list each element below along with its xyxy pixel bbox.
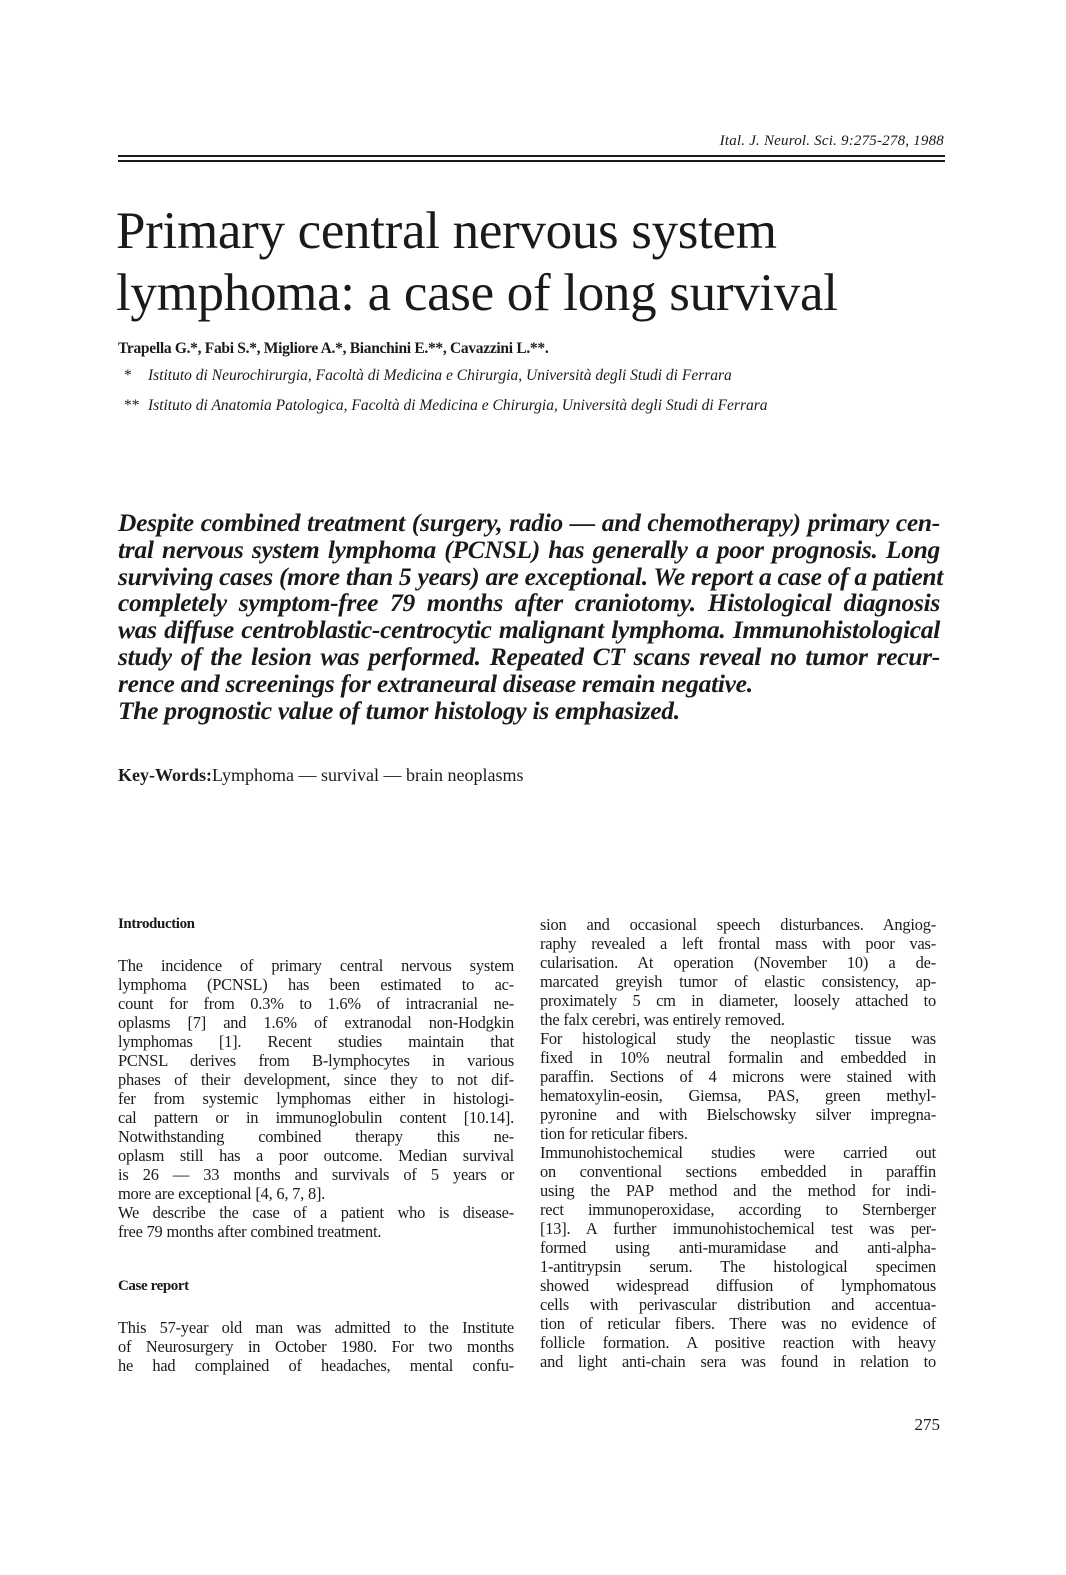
body-line: free 79 months after combined treatment. <box>118 1222 382 1241</box>
page-number: 275 <box>914 1415 940 1434</box>
abstract <box>118 508 944 725</box>
affiliation-1 <box>124 367 732 385</box>
body-line: showed widespread diffusion of lymphomatous <box>540 1276 936 1295</box>
abstract-line: Despite combined treatment (surgery, radio — and chemotherapy) primary cen- <box>118 508 940 537</box>
left-column <box>118 915 514 1375</box>
abstract-line: The prognostic value of tumor histology is emphasized. <box>118 695 680 725</box>
abstract-line: rence and screenings for extraneural disease remain negative. <box>118 668 753 698</box>
affiliation-2 <box>124 397 768 415</box>
journal-citation: Ital. J. Neurol. Sci. 9:275-278, 1988 <box>719 133 944 149</box>
keywords-text: Lymphoma — survival — brain neoplasms <box>212 765 524 785</box>
affiliation-text: Istituto di Anatomia Patologica, Facoltà di Medicina e Chirurgia, Università degli Studi di Ferrara <box>148 397 768 414</box>
body-line: and light anti-chain sera was found in relation to <box>540 1352 936 1371</box>
body-line: lymphomas [1]. Recent studies maintain that <box>118 1032 514 1051</box>
keywords <box>118 765 523 786</box>
body-line: more are exceptional [4, 6, 7, 8]. <box>118 1184 326 1203</box>
keywords-label: Key-Words: <box>118 765 212 785</box>
body-line: using the PAP method and the method for indi- <box>540 1181 936 1200</box>
body-line: on conventional sections embedded in paraffin <box>540 1162 936 1181</box>
body-line: cal pattern or in immunoglobulin content [10.14]. <box>118 1108 514 1127</box>
body-line: paraffin. Sections of 4 microns were stained with <box>540 1067 936 1086</box>
body-line: marcated greyish tumor of elastic consistency, ap- <box>540 972 936 991</box>
abstract-line: completely symptom-free 79 months after craniotomy. Histological diagnosis <box>118 588 940 618</box>
abstract-line: tral nervous system lymphoma (PCNSL) has generally a poor prognosis. Long <box>118 534 940 564</box>
title-line-1: Primary central nervous system <box>116 202 777 260</box>
body-line: count for from 0.3% to 1.6% of intracranial ne- <box>118 994 514 1013</box>
body-line: fixed in 10% neutral formalin and embedded in <box>540 1048 936 1067</box>
abstract-line: surviving cases (more than 5 years) are exceptional. We report a case of a patient <box>118 561 944 591</box>
body-line: he had complained of headaches, mental confu- <box>118 1356 514 1375</box>
article-title <box>116 200 976 324</box>
body-line: [13]. A further immunohistochemical test was per- <box>540 1219 936 1238</box>
body-line: tion for reticular fibers. <box>540 1124 688 1143</box>
body-line: Immunohistochemical studies were carried out <box>540 1143 936 1162</box>
right-column <box>540 915 936 1371</box>
body-line: oplasm still has a poor outcome. Median survival <box>118 1146 514 1165</box>
case-report-heading: Case report <box>118 1278 189 1294</box>
body-line: tion of reticular fibers. There was no evidence of <box>540 1314 936 1333</box>
body-line: cells with perivascular distribution and accentua- <box>540 1295 936 1314</box>
affiliation-mark: * <box>124 367 132 384</box>
body-line: raphy revealed a left frontal mass with poor vas- <box>540 934 936 953</box>
affiliation-mark: ** <box>124 397 140 414</box>
body-line: fer from systemic lymphomas either in histologi- <box>118 1089 514 1108</box>
body-line: the falx cerebri, was entirely removed. <box>540 1010 785 1029</box>
body-line: pyronine and with Bielschowsky silver impregna- <box>540 1105 936 1124</box>
body-line: cularisation. At operation (November 10) a de- <box>540 953 936 972</box>
body-line: Notwithstanding combined therapy this ne- <box>118 1127 514 1146</box>
body-line: rect immunoperoxidase, according to Sternberger <box>540 1200 936 1219</box>
abstract-line: was diffuse centroblastic-centrocytic malignant lymphoma. Immunohistological <box>118 615 940 645</box>
body-line: oplasms [7] and 1.6% of extranodal non-Hodgkin <box>118 1013 514 1032</box>
title-line-2: lymphoma: a case of long survival <box>116 264 838 322</box>
body-line: formed using anti-muramidase and anti-alpha- <box>540 1238 936 1257</box>
body-line: PCNSL derives from B-lymphocytes in various <box>118 1051 514 1070</box>
introduction-heading: Introduction <box>118 916 195 932</box>
body-line: sion and occasional speech disturbances. Angiog- <box>540 915 936 934</box>
body-line: We describe the case of a patient who is disease- <box>118 1203 514 1222</box>
body-line: 1-antitrypsin serum. The histological specimen <box>540 1257 936 1276</box>
body-line: phases of their development, since they to not dif- <box>118 1070 514 1089</box>
header-rule-bottom <box>118 160 945 162</box>
body-line: of Neurosurgery in October 1980. For two months <box>118 1337 514 1356</box>
body-line: proximately 5 cm in diameter, loosely attached to <box>540 991 936 1010</box>
body-line: hematoxylin-eosin, Giemsa, PAS, green methyl- <box>540 1086 936 1105</box>
authors: Trapella G.*, Fabi S.*, Migliore A.*, Bianchini E.**, Cavazzini L.**. <box>118 340 549 357</box>
body-line: For histological study the neoplastic tissue was <box>540 1029 936 1048</box>
body-line: The incidence of primary central nervous system <box>118 956 514 975</box>
body-line: lymphoma (PCNSL) has been estimated to ac- <box>118 975 514 994</box>
header-rule-top <box>118 155 945 157</box>
body-line: follicle formation. A positive reaction with heavy <box>540 1333 936 1352</box>
affiliation-text: Istituto di Neurochirurgia, Facoltà di Medicina e Chirurgia, Università degli Studi di Ferrara <box>148 367 732 384</box>
body-line: This 57-year old man was admitted to the Institute <box>118 1318 514 1337</box>
body-line: is 26 — 33 months and survivals of 5 years or <box>118 1165 514 1184</box>
abstract-line: study of the lesion was performed. Repeated CT scans reveal no tumor recur- <box>118 641 940 671</box>
